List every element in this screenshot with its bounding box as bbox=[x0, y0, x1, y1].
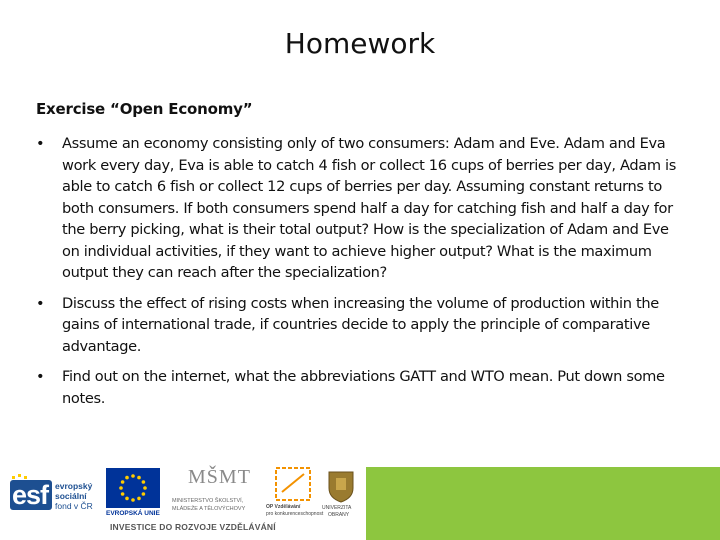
exercise-heading: Exercise “Open Economy” bbox=[36, 100, 253, 118]
univ-line-2: OBRANY bbox=[328, 512, 350, 518]
eu-label: EVROPSKÁ UNIE bbox=[106, 510, 160, 517]
bullet-text: Discuss the effect of rising costs when increasing the volume of production within the gains of international trade, if countries decide to apply the principle of comparative advantage. bbox=[62, 294, 659, 355]
op-line-1: OP Vzdělávání bbox=[266, 504, 301, 510]
university-crest-icon bbox=[326, 468, 356, 504]
bullet-list bbox=[36, 133, 676, 418]
msmt-line-2: MLÁDEŽE A TĚLOVÝCHOVY bbox=[172, 506, 246, 512]
bullet-item bbox=[36, 366, 676, 409]
footer-tagline: INVESTICE DO ROZVOJE VZDĚLÁVÁNÍ bbox=[110, 522, 276, 532]
bullet-item bbox=[36, 293, 676, 358]
bullet-icon: • bbox=[36, 368, 45, 385]
esf-line-2: sociální bbox=[55, 491, 87, 501]
university-logo bbox=[322, 468, 360, 524]
msmt-line-1: MINISTERSTVO ŠKOLSTVÍ, bbox=[172, 498, 244, 504]
esf-wordmark: esf bbox=[12, 480, 49, 510]
bullet-item bbox=[36, 133, 676, 284]
eu-logo bbox=[106, 468, 162, 522]
op-line-2: pro konkurenceschopnost bbox=[266, 511, 324, 517]
esf-line-3: fond v ČR bbox=[55, 501, 93, 511]
footer-green-block bbox=[366, 467, 720, 540]
esf-logo bbox=[10, 472, 102, 518]
op-frame-icon bbox=[274, 466, 314, 504]
sponsor-logo-bar bbox=[10, 462, 362, 534]
op-logo bbox=[266, 466, 324, 522]
eu-flag-icon bbox=[106, 468, 160, 510]
bullet-text: Find out on the internet, what the abbreviations GATT and WTO mean. Put down some notes. bbox=[62, 368, 665, 407]
bullet-icon: • bbox=[36, 294, 45, 312]
msmt-logo bbox=[168, 464, 260, 522]
bullet-icon: • bbox=[36, 135, 45, 152]
msmt-letters: MŠMT bbox=[188, 466, 251, 488]
slide-title: Homework bbox=[284, 27, 436, 60]
bullet-text: Assume an economy consisting only of two consumers: Adam and Eve. Adam and Eva work every day, Eva is able to catch 4 fish or collect 16 cups of berries per day, Adam is able to catch 6 fish or collect 12 cups of berries per day. Assuming constant returns to both consumers. If both consumers spend half a day for catching fish and half a day for the berry picking, what is their total output? How is the specialization of Adam and Eve on individual activities, if they want to achieve higher output? What is the maximum output they can reach after the specialization? bbox=[62, 135, 676, 281]
esf-line-1: evropský bbox=[55, 481, 93, 491]
univ-line-1: UNIVERZITA bbox=[322, 505, 352, 511]
